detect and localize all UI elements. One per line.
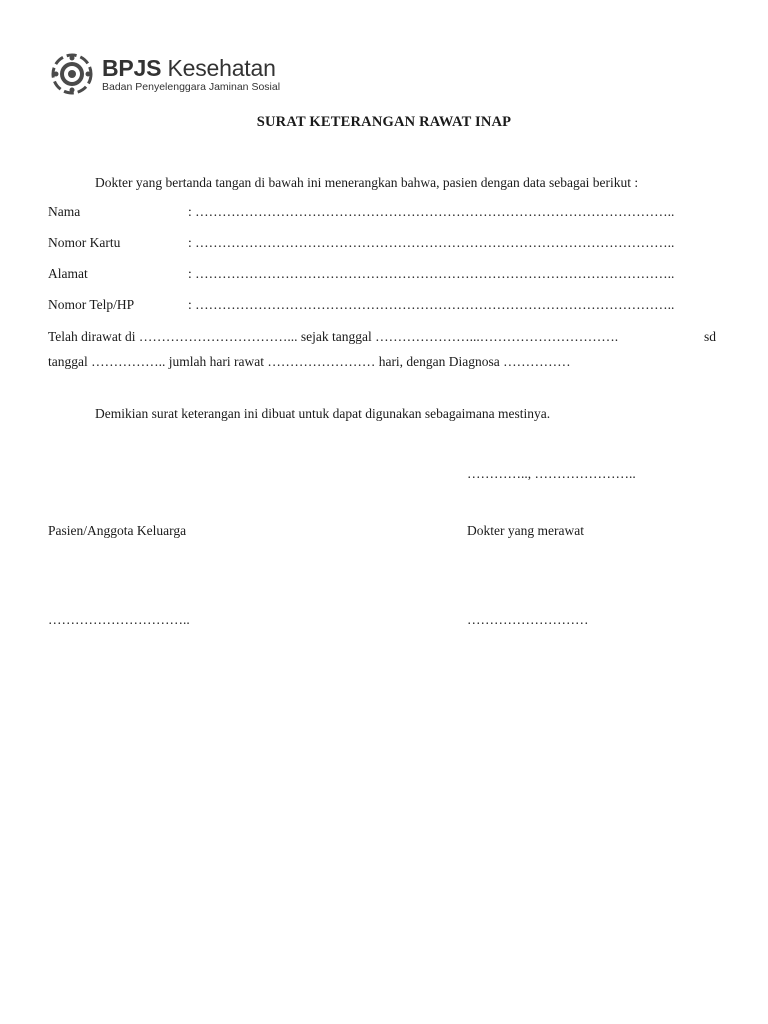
field-value-nomor-telp: : …………………………………………………………………………………………….. — [188, 297, 675, 312]
logo-brand-light: Kesehatan — [167, 54, 276, 81]
field-value-alamat: : …………………………………………………………………………………………….. — [188, 266, 675, 281]
place-date-line: ………….., ………………….. — [467, 466, 636, 481]
field-label-nomor-telp: Nomor Telp/HP — [48, 297, 135, 312]
field-label-nomor-kartu: Nomor Kartu — [48, 235, 121, 250]
treatment-line-1: Telah dirawat di ……………………………... sejak tanggal …………………...…………………………. — [48, 329, 619, 344]
bpjs-logo — [50, 52, 280, 96]
field-value-nama: : …………………………………………………………………………………………….. — [188, 204, 675, 219]
field-label-alamat: Alamat — [48, 266, 88, 281]
treatment-line-2: tanggal …………….. jumlah hari rawat …………………… hari, dengan Diagnosa …………… — [48, 354, 571, 369]
treatment-line-1-sd: sd — [704, 329, 717, 344]
logo-brand-bold: BPJS — [102, 54, 162, 81]
closing-paragraph: Demikian surat keterangan ini dibuat untuk dapat digunakan sebagaimana mestinya. — [95, 406, 551, 421]
field-label-nama: Nama — [48, 204, 81, 219]
logo-brand — [102, 56, 280, 80]
field-value-nomor-kartu: : …………………………………………………………………………………………….. — [188, 235, 675, 250]
intro-paragraph: Dokter yang bertanda tangan di bawah ini menerangkan bahwa, pasien dengan data sebagai berikut : — [95, 175, 639, 190]
signer-left-signature-line: ………………………….. — [48, 612, 190, 627]
signer-right-label: Dokter yang merawat — [467, 523, 584, 538]
bpjs-emblem-icon — [50, 52, 94, 96]
signer-left-label: Pasien/Anggota Keluarga — [48, 523, 187, 538]
document-title: SURAT KETERANGAN RAWAT INAP — [256, 114, 512, 130]
signer-right-signature-line: ……………………… — [467, 612, 589, 627]
logo-subtitle: Badan Penyelenggara Jaminan Sosial — [102, 80, 281, 93]
logo-wordmark — [102, 56, 280, 93]
